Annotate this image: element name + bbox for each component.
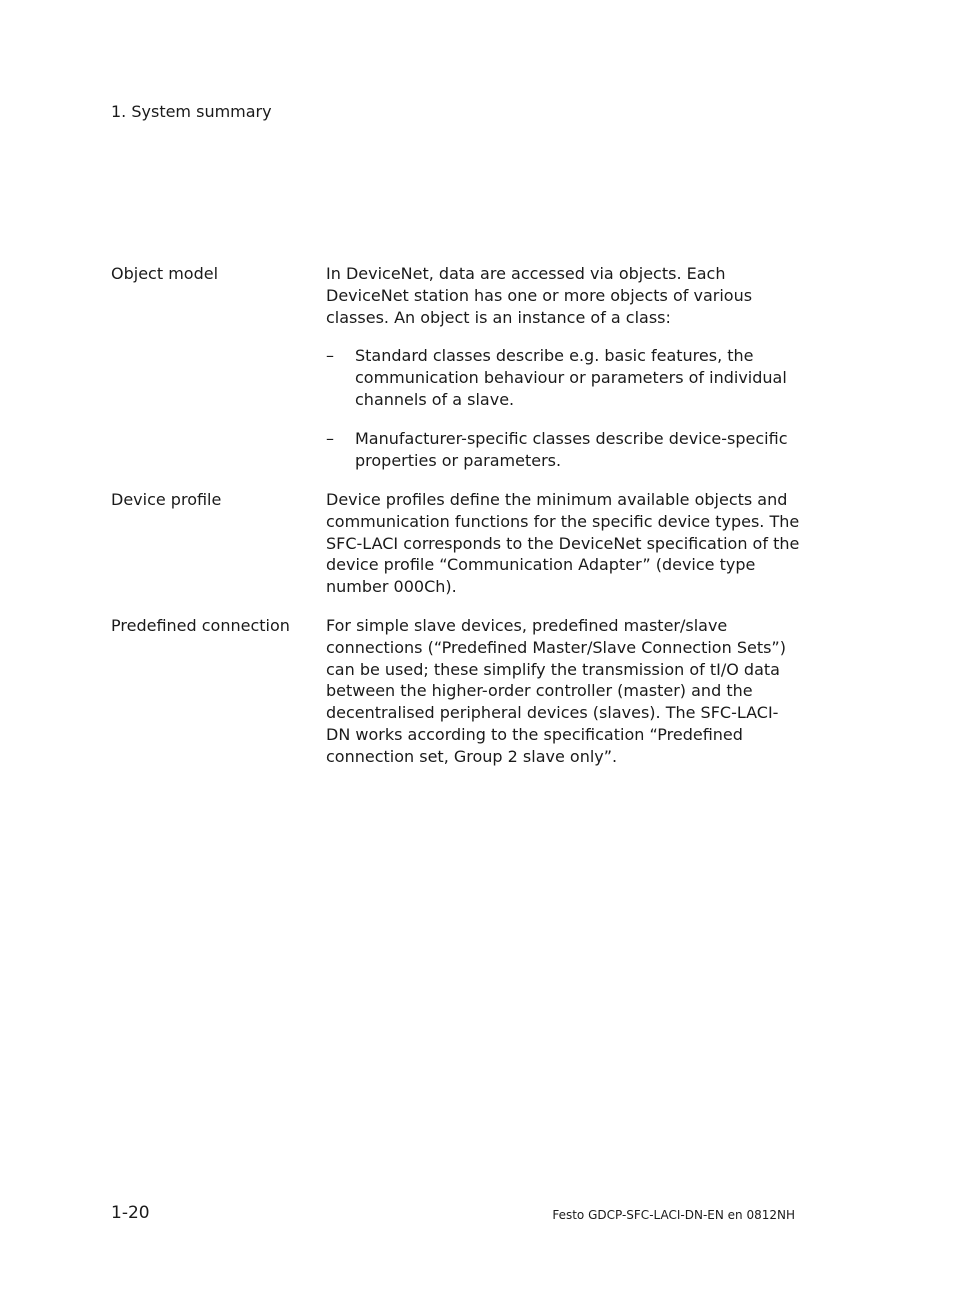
section-label: Device profile	[111, 490, 222, 509]
document-reference: Festo GDCP-SFC-LACI-DN-EN en 0812NH	[552, 1208, 795, 1222]
section-body	[326, 263, 802, 471]
section-label: Predefined connection	[111, 616, 290, 635]
bullet-text: Standard classes describe e.g. basic features, the communication behaviour or parameters of individual channels of a slave.	[355, 346, 787, 409]
bullet-text: Manufacturer-specific classes describe device-specific properties or parameters.	[355, 428, 788, 470]
dash-marker: –	[326, 346, 334, 366]
page-number: 1-20	[111, 1203, 150, 1223]
bullet-item	[326, 345, 802, 410]
section-label: Object model	[111, 264, 219, 283]
section-body	[326, 615, 802, 768]
bullet-item	[326, 428, 802, 472]
section-paragraph: For simple slave devices, predefined master/slave connections (“Predefined Master/Slave Connection Sets”) can be used; these simplify the transmission of tI/O data between the higher-order controller (master) and the decentralised peripheral devices (slaves). The SFC-LACI-DN works according to the specification “Predefined connection set, Group 2 slave only”.	[326, 616, 786, 766]
section-paragraph: In DeviceNet, data are accessed via objects. Each DeviceNet station has one or more objects of various classes. An object is an instance of a class:	[326, 264, 753, 327]
section-paragraph: Device profiles define the minimum available objects and communication functions for the specific device types. The SFC-LACI corresponds to the DeviceNet specification of the device profile “Communication Adapter” (device type number 000Ch).	[326, 490, 800, 597]
section-body	[326, 489, 802, 598]
chapter-header: 1. System summary	[111, 102, 272, 121]
dash-marker: –	[326, 428, 334, 448]
